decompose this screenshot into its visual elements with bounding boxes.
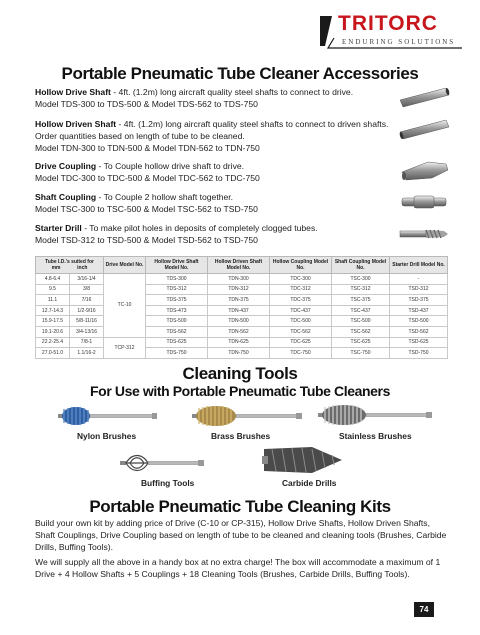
table-row [36,274,448,285]
cell-value: TDN-375 [208,295,270,306]
cell-inch: 3/16-1/4 [70,274,104,285]
brass-brushes-label: Brass Brushes [211,431,271,441]
cell-value: TDS-375 [146,295,208,306]
table-row [36,295,448,306]
item-name: Shaft Coupling [35,192,97,202]
cell-value: TSD-437 [390,305,448,316]
brand-name: TRITORC [338,12,438,35]
cell-mm: 22.2-25.4 [36,337,70,348]
cell-value: TDC-500 [270,316,332,327]
carbide-drills-label: Carbide Drills [282,478,337,488]
col-header-hollow-drive-shaft: Hollow Drive Shaft Model No. [146,257,208,274]
cell-value: TDS-473 [146,305,208,316]
item-models: Model TSC-300 to TSC-500 & Model TSC-562 to TSD-750 [35,204,258,215]
cell-drive-tc10: TC-10 [104,274,146,338]
table-row [36,348,448,359]
cell-value: TDN-562 [208,326,270,337]
item-shaft-coupling [35,191,395,215]
cell-value: TSC-375 [332,295,390,306]
cell-value: TSD-500 [390,316,448,327]
drive-coupling-image [398,158,450,182]
item-models: Model TDS-300 to TDS-500 & Model TDS-562 to TDS-750 [35,99,258,110]
item-name: Hollow Driven Shaft [35,119,117,129]
cell-inch: 1.1/16-2 [70,348,104,359]
carbide-drill-image [262,445,346,475]
cell-value: TDC-300 [270,274,332,285]
cell-value: TSC-750 [332,348,390,359]
cell-value: TDN-625 [208,337,270,348]
cell-inch: 3/4-13/16 [70,326,104,337]
cell-value: TSD-625 [390,337,448,348]
item-starter-drill [35,222,395,246]
cell-value: TSC-312 [332,284,390,295]
item-models: Model TSD-312 to TSD-500 & Model TSD-562 to TSD-750 [35,235,258,246]
cell-inch: 7/16 [70,295,104,306]
col-header-starter-drill: Starter Drill Model No. [390,257,448,274]
cell-value: TDS-562 [146,326,208,337]
cell-value: - [390,274,448,285]
item-desc: - To Couple 2 hollow shaft together. [96,192,234,202]
cell-mm: 27.0-51.0 [36,348,70,359]
cell-mm: 12.7-14.3 [36,305,70,316]
item-desc: - To make pilot holes in deposits of completely clogged tubes. [81,223,318,233]
kit-paragraph-2: We will supply all the above in a handy box at no extra charge! The box will accommodate a maximum of 1 Drive + 4 Hollow Shafts + 5 Couplings + 18 Cleaning Tools (Brushes, Carbide Drills, Buffing Tools). [35,557,441,579]
cell-value: TDN-300 [208,274,270,285]
cell-inch: 1/2-9/16 [70,305,104,316]
cell-value: TDC-750 [270,348,332,359]
cell-mm: 15.9-17.5 [36,316,70,327]
cell-value: TSC-562 [332,326,390,337]
table-row [36,337,448,348]
cell-value: TDS-500 [146,316,208,327]
item-desc: - To Couple hollow drive shaft to drive. [96,161,245,171]
buffing-tool-image [120,451,206,475]
hollow-driven-shaft-image [398,118,450,142]
accessories-title: Portable Pneumatic Tube Cleaner Accessories [61,64,419,83]
col-header-hollow-coupling: Hollow Coupling Model No. [270,257,332,274]
table-row [36,326,448,337]
cell-value: TDS-625 [146,337,208,348]
item-desc: - 4ft. (1.2m) long aircraft quality steel shafts to connect to driven shafts. Order quantities based on length of tube to be cleaned. [35,119,389,142]
item-desc: - 4ft. (1.2m) long aircraft quality steel shafts to connect to drive. [110,87,354,97]
sub-header-inch: inch [77,265,88,271]
item-models: Model TDC-300 to TDC-500 & Model TDC-562 to TDC-750 [35,173,260,184]
stainless-brush-image [318,403,434,427]
cell-value: TDC-625 [270,337,332,348]
hollow-drive-shaft-image [398,86,450,110]
col-header-hollow-driven-shaft: Hollow Driven Shaft Model No. [208,257,270,274]
cell-mm: 4.8-6.4 [36,274,70,285]
col-header-shaft-coupling: Shaft Coupling Model No. [332,257,390,274]
cell-value: TDC-375 [270,295,332,306]
cell-inch: 3/8 [70,284,104,295]
item-hollow-drive-shaft [35,86,395,110]
item-name: Starter Drill [35,223,82,233]
cleaning-kits-title: Portable Pneumatic Tube Cleaning Kits [89,497,391,516]
stainless-brushes-label: Stainless Brushes [339,431,412,441]
cell-value: TSD-750 [390,348,448,359]
item-models: Model TDN-300 to TDN-500 & Model TDN-562 to TDN-750 [35,143,260,154]
cell-mm: 9.5 [36,284,70,295]
buffing-tools-label: Buffing Tools [141,478,195,488]
kit-paragraph-1: Build your own kit by adding price of Drive (C-10 or CP-315), Hollow Drive Shafts, Hollow Driven Shafts, Shaft Couplings, Drive Coupling based on length of tube to be cleaned and cleaning tools (Brushes, Carbide Drills, Buffing Tools). [35,518,447,552]
cell-value: TSD-375 [390,295,448,306]
cell-value: TDN-437 [208,305,270,316]
cell-mm: 11.1 [36,295,70,306]
sub-header-mm: mm [51,265,61,271]
cell-inch: 7/8-1 [70,337,104,348]
kit-description [35,517,449,583]
cell-mm: 19.1-20.6 [36,326,70,337]
cell-value: TDN-750 [208,348,270,359]
item-name: Hollow Drive Shaft [35,87,111,97]
brass-brush-image [192,404,304,428]
nylon-brushes-label: Nylon Brushes [77,431,137,441]
cell-value: TSC-437 [332,305,390,316]
shaft-coupling-image [398,190,450,214]
col-header-tube-id: Tube I.D.'s suited for mm inch [36,257,104,274]
table-row [36,316,448,327]
cell-value: TDN-500 [208,316,270,327]
cell-value: TDS-300 [146,274,208,285]
cell-drive-tcp312: TCP-312 [104,337,146,358]
cleaning-tools-title: Cleaning Tools [182,364,298,383]
cell-value: TDC-437 [270,305,332,316]
cell-inch: 5/8-11/16 [70,316,104,327]
cell-value: TSD-562 [390,326,448,337]
cell-value: TDS-312 [146,284,208,295]
table-row [36,284,448,295]
table-row [36,305,448,316]
cleaning-tools-subtitle: For Use with Portable Pneumatic Tube Cleaners [90,383,390,399]
item-drive-coupling [35,160,395,184]
cell-value: TSD-312 [390,284,448,295]
cell-value: TDN-312 [208,284,270,295]
item-name: Drive Coupling [35,161,97,171]
cell-value: TDC-562 [270,326,332,337]
item-hollow-driven-shaft [35,118,395,155]
cell-value: TSC-500 [332,316,390,327]
cell-value: TSC-625 [332,337,390,348]
cell-value: TDS-750 [146,348,208,359]
cell-value: TDC-312 [270,284,332,295]
model-table [35,256,448,359]
cell-value: TSC-300 [332,274,390,285]
starter-drill-image [398,222,450,246]
brand-tagline: ENDURING SOLUTIONS [342,38,456,46]
nylon-brush-image [58,405,158,427]
brand-logo [320,12,462,50]
page-number: 74 [414,602,434,617]
col-header-drive: Drive Model No. [104,257,146,274]
